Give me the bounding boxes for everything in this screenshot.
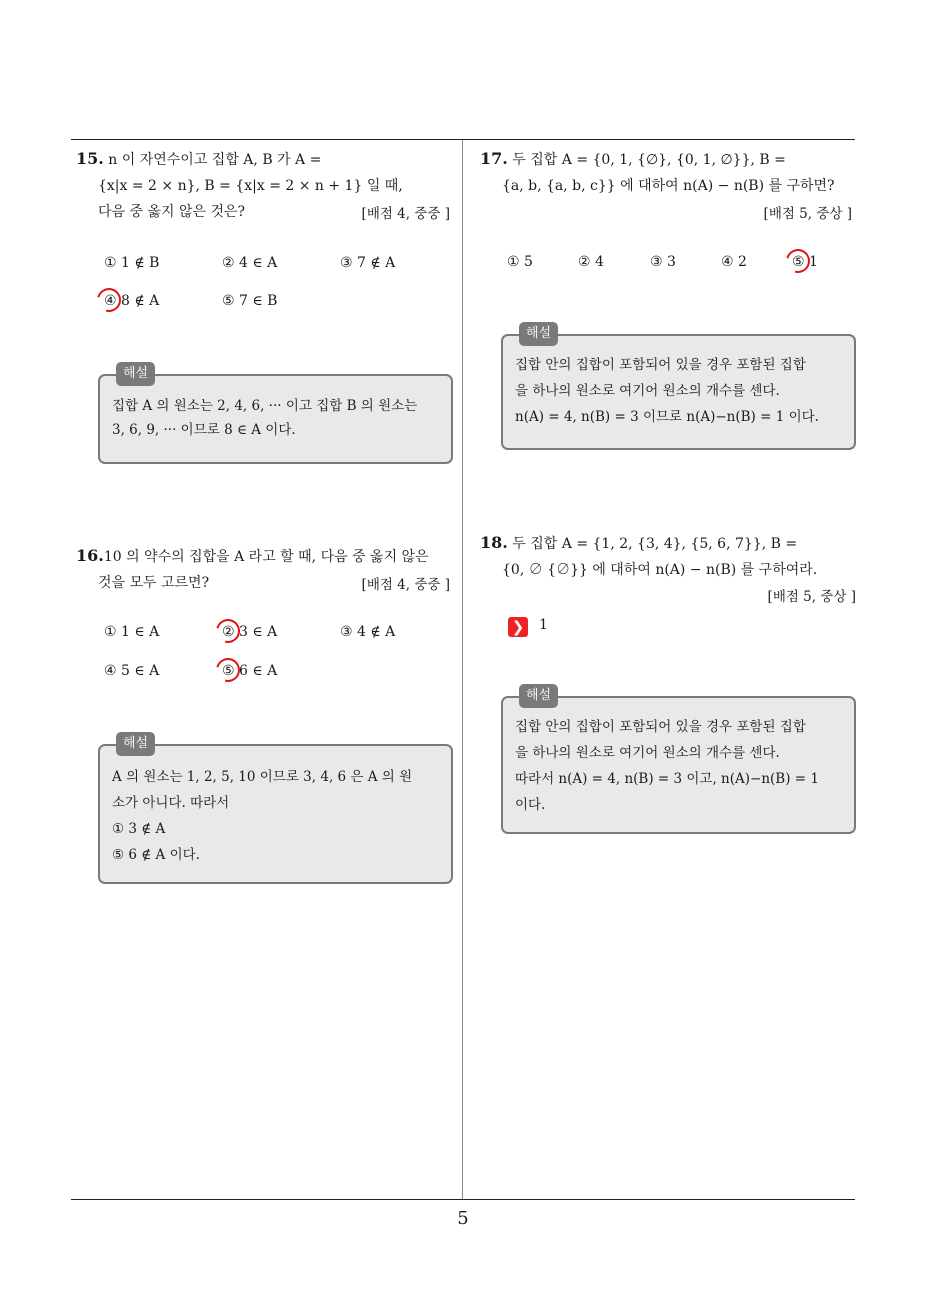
- question-text: 다음 중 옳지 않은 것은?: [98, 204, 246, 220]
- choice-5[interactable]: ⑤ 1: [792, 254, 818, 270]
- choice-1[interactable]: ① 1 ∈ A: [104, 624, 160, 640]
- solution-text: 소가 아니다. 따라서: [112, 795, 230, 811]
- choice-2[interactable]: ② 3 ∈ A: [222, 624, 277, 640]
- solution-text: 3, 6, 9, ··· 이므로 8 ∈ A 이다.: [112, 422, 296, 438]
- solution-text: A 의 원소는 1, 2, 5, 10 이므로 3, 4, 6 은 A 의 원: [112, 769, 413, 785]
- question-number: 15.: [76, 149, 104, 168]
- grade-label: [배점 5, 중상 ]: [767, 589, 856, 605]
- solution-text: 을 하나의 원소로 여기어 원소의 개수를 센다.: [515, 745, 780, 761]
- solution-tag: 해설: [116, 362, 155, 386]
- column-divider: [462, 140, 463, 1200]
- choice-5[interactable]: ⑤ 7 ∈ B: [222, 293, 278, 309]
- choice-2[interactable]: ② 4 ∈ A: [222, 255, 278, 271]
- question-text: {a, b, {a, b, c}} 에 대하여 n(A) − n(B) 를 구하면?: [502, 178, 835, 194]
- question-text: n 이 자연수이고 집합 A, B 가 A =: [108, 152, 322, 168]
- answer-mark-icon: [212, 615, 245, 648]
- question-text: {x|x = 2 × n}, B = {x|x = 2 × n + 1} 일 때,: [98, 178, 403, 194]
- bottom-rule: [71, 1199, 855, 1200]
- solution-text: 집합 A 의 원소는 2, 4, 6, ··· 이고 집합 B 의 원소는: [112, 398, 418, 414]
- question-18: [480, 530, 858, 583]
- choice-4[interactable]: ④ 5 ∈ A: [104, 663, 160, 679]
- solution-tag: 해설: [519, 322, 558, 346]
- choice-2[interactable]: ② 4: [578, 254, 604, 270]
- question-text: 두 집합 A = {1, 2, {3, 4}, {5, 6, 7}}, B =: [512, 536, 798, 552]
- grade-label: [배점 4, 중중 ]: [361, 577, 450, 593]
- solution-text: 이다.: [515, 797, 546, 813]
- solution-text: 따라서 n(A) = 4, n(B) = 3 이고, n(A)−n(B) = 1: [515, 771, 819, 787]
- solution-text: 집합 안의 집합이 포함되어 있을 경우 포함된 집합: [515, 719, 806, 735]
- choice-3[interactable]: ③ 4 ∉ A: [340, 624, 396, 640]
- answer-value: 1: [539, 617, 548, 633]
- choice-3[interactable]: ③ 7 ∉ A: [340, 255, 396, 271]
- question-text: 10 의 약수의 집합을 A 라고 할 때, 다음 중 옳지 않은: [103, 549, 429, 565]
- solution-text: 을 하나의 원소로 여기어 원소의 개수를 센다.: [515, 383, 780, 399]
- choice-5[interactable]: ⑤ 6 ∈ A: [222, 663, 277, 679]
- solution-box: [98, 736, 453, 884]
- solution-box: [501, 326, 856, 450]
- question-17: [480, 146, 858, 199]
- arrow-right-icon: ❯: [508, 617, 528, 637]
- answer-mark-icon: [93, 284, 126, 317]
- grade-label: [배점 5, 중상 ]: [763, 206, 852, 222]
- question-text: 두 집합 A = {0, 1, {∅}, {0, 1, ∅}}, B =: [512, 152, 786, 168]
- solution-text: ① 3 ∉ A: [112, 821, 166, 837]
- grade-label: [배점 4, 중중 ]: [361, 206, 450, 222]
- question-number: 16.: [76, 546, 104, 565]
- solution-text: ⑤ 6 ∉ A 이다.: [112, 847, 200, 863]
- solution-tag: 해설: [519, 684, 558, 708]
- choice-3[interactable]: ③ 3: [650, 254, 676, 270]
- page-number: 5: [457, 1208, 469, 1229]
- choice-1[interactable]: ① 1 ∉ B: [104, 255, 160, 271]
- choice-1[interactable]: ① 5: [507, 254, 533, 270]
- solution-box: [98, 366, 453, 464]
- solution-text: n(A) = 4, n(B) = 3 이므로 n(A)−n(B) = 1 이다.: [515, 409, 819, 425]
- answer-mark-icon: [782, 245, 815, 278]
- question-text: {0, ∅ {∅}} 에 대하여 n(A) − n(B) 를 구하여라.: [502, 562, 818, 578]
- question-number: 18.: [480, 533, 508, 552]
- question-text: 것을 모두 고르면?: [98, 575, 210, 591]
- top-rule: [71, 139, 855, 140]
- choice-4[interactable]: ④ 8 ∉ A: [104, 293, 159, 309]
- solution-tag: 해설: [116, 732, 155, 756]
- solution-box: [501, 688, 856, 834]
- answer-mark-icon: [212, 654, 245, 687]
- solution-text: 집합 안의 집합이 포함되어 있을 경우 포함된 집합: [515, 357, 806, 373]
- question-number: 17.: [480, 149, 508, 168]
- choice-4[interactable]: ④ 2: [721, 254, 747, 270]
